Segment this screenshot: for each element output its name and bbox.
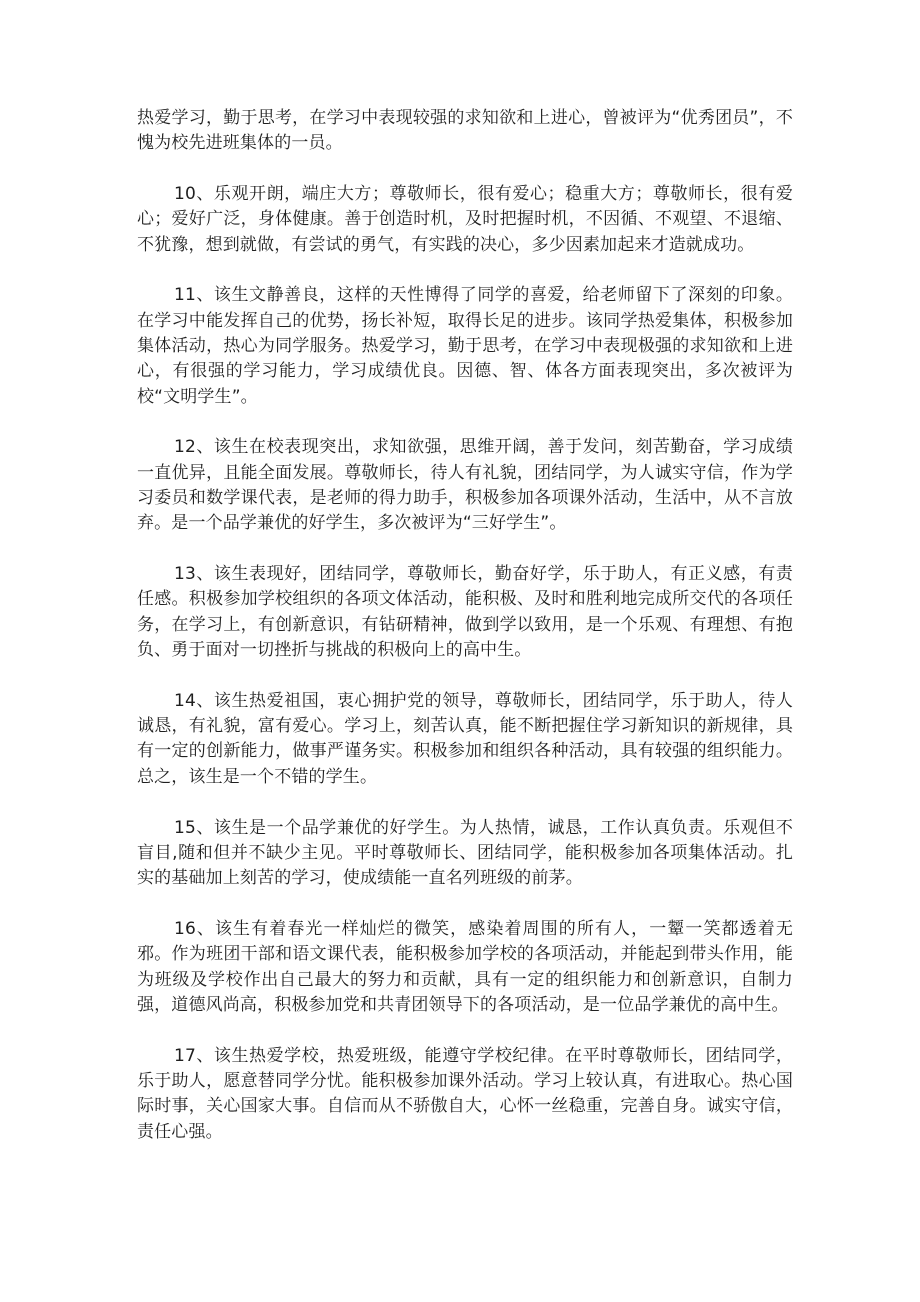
paragraph-16: 16、该生有着春光一样灿烂的微笑，感染着周围的所有人，一颦一笑都透着无邪。作为班团干部和语文课代表，能积极参加学校的各项活动，并能起到带头作用，能为班级及学校作出自己最大的努力和贡献，具有一定的组织能力和创新意识，自制力强，道德风尚高，积极参加党和共青团领导下的各项活动，是一位品学兼优的高中生。 — [137, 918, 793, 1015]
paragraph-10: 10、乐观开朗，端庄大方；尊敬师长，很有爱心；稳重大方；尊敬师长，很有爱心；爱好广泛，身体健康。善于创造时机，及时把握时机，不因循、不观望、不退缩、不犹豫，想到就做，有尝试的勇气，有实践的决心，多少因素加起来才造就成功。 — [137, 184, 793, 255]
document-body — [137, 106, 793, 1170]
paragraph-14: 14、该生热爱祖国，衷心拥护党的领导，尊敬师长，团结同学，乐于助人，待人诚恳，有礼貌，富有爱心。学习上，刻苦认真，能不断把握住学习新知识的新规律，具有一定的创新能力，做事严谨务实。积极参加和组织各种活动，具有较强的组织能力。总之，该生是一个不错的学生。 — [137, 690, 793, 787]
paragraph-17: 17、该生热爱学校，热爱班级，能遵守学校纪律。在平时尊敬师长，团结同学，乐于助人，愿意替同学分忧。能积极参加课外活动。学习上较认真，有进取心。热心国际时事，关心国家大事。自信而从不骄傲自大，心怀一丝稳重，完善自身。诚实守信，责任心强。 — [137, 1045, 793, 1142]
paragraph-13: 13、该生表现好，团结同学，尊敬师长，勤奋好学，乐于助人，有正义感，有责任感。积极参加学校组织的各项文体活动，能积极、及时和胜利地完成所交代的各项任务，在学习上，有创新意识，有钻研精神，做到学以致用，是一个乐观、有理想、有抱负、勇于面对一切挫折与挑战的积极向上的高中生。 — [137, 564, 793, 661]
paragraph-12: 12、该生在校表现突出，求知欲强，思维开阔，善于发问，刻苦勤奋，学习成绩一直优异，且能全面发展。尊敬师长，待人有礼貌，团结同学，为人诚实守信，作为学习委员和数学课代表，是老师的得力助手，积极参加各项课外活动，生活中，从不言放弃。是一个品学兼优的好学生，多次被评为“三好学生”。 — [137, 437, 793, 534]
paragraph-continuation: 热爱学习，勤于思考，在学习中表现较强的求知欲和上进心，曾被评为“优秀团员”，不愧为校先进班集体的一员。 — [137, 108, 793, 154]
paragraph-11: 11、该生文静善良，这样的天性博得了同学的喜爱，给老师留下了深刻的印象。在学习中能发挥自己的优势，扬长补短，取得长足的进步。该同学热爱集体，积极参加集体活动，热心为同学服务。热爱学习，勤于思考，在学习中表现极强的求知欲和上进心，有很强的学习能力，学习成绩优良。因德、智、体各方面表现突出，多次被评为校“文明学生”。 — [137, 285, 793, 407]
paragraph-15: 15、该生是一个品学兼优的好学生。为人热情，诚恳，工作认真负责。乐观但不盲目,随和但并不缺少主见。平时尊敬师长、团结同学，能积极参加各项集体活动。扎实的基础加上刻苦的学习，使成绩能一直名列班级的前茅。 — [137, 817, 793, 889]
